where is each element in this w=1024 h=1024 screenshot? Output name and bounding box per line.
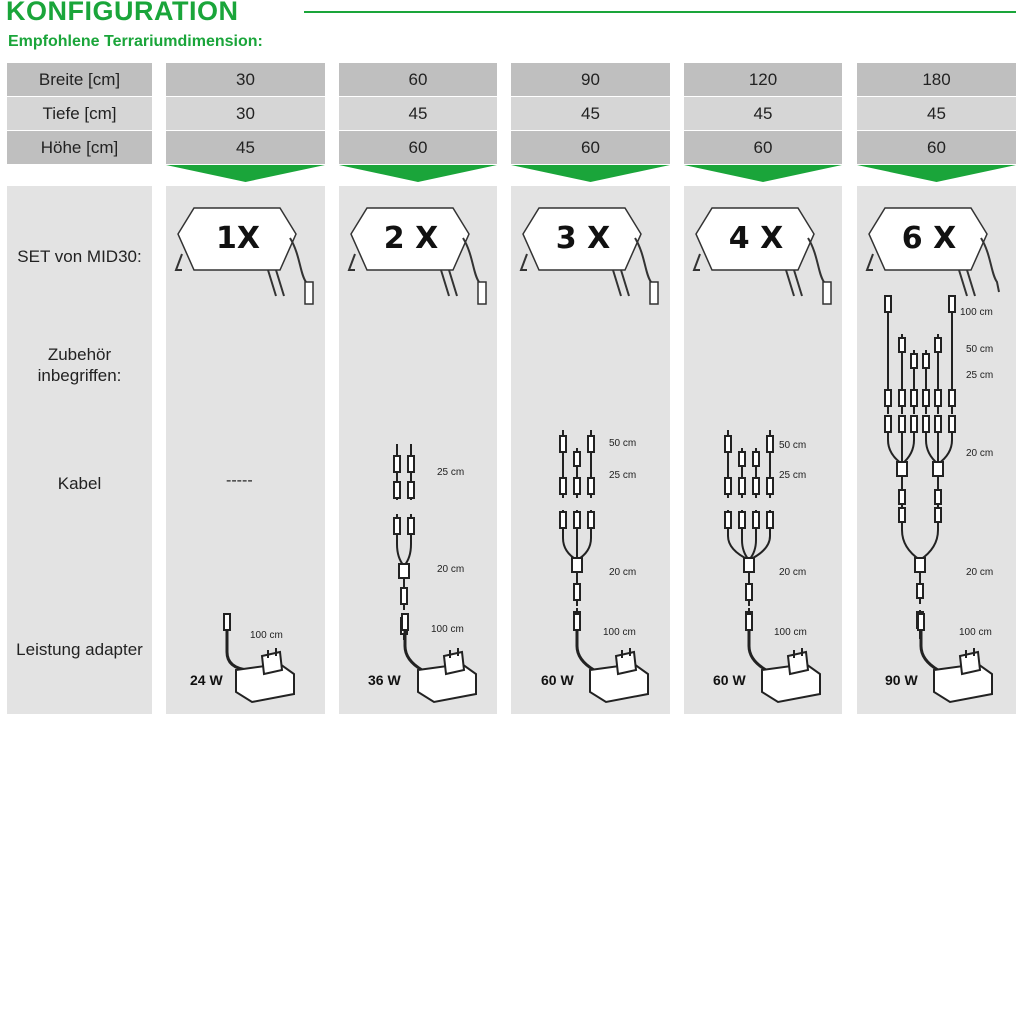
cable-length-label: 50 cm (779, 440, 807, 451)
adapter-power: 60 W (541, 672, 574, 688)
lamp-icon (345, 204, 495, 308)
page-subtitle: Empfohlene Terrariumdimension: (8, 33, 263, 50)
power-adapter-icon (218, 612, 298, 707)
set-count: 4 X (728, 221, 784, 256)
hoehe-value: 60 (511, 131, 670, 164)
cable-length-label: 25 cm (779, 470, 807, 481)
cable-length-label: 20 cm (609, 567, 637, 578)
breite-value: 30 (166, 63, 325, 96)
hoehe-value: 45 (166, 131, 325, 164)
tiefe-value: 45 (857, 97, 1016, 130)
set-count: 2 X (383, 221, 439, 256)
row-label-leistung (7, 639, 152, 660)
label-breite: Breite [cm] (7, 63, 152, 96)
cable-set-icon (720, 428, 780, 638)
cable-length-label: 25 cm (437, 467, 465, 478)
set-count: 6 X (901, 221, 957, 256)
label-hoehe: Höhe [cm] (7, 131, 152, 164)
cable-length-label: 25 cm (966, 370, 994, 381)
hoehe-value: 60 (857, 131, 1016, 164)
adapter-power: 90 W (885, 672, 918, 688)
green-arrow-icon (857, 165, 1016, 183)
lamp-icon (690, 204, 840, 308)
cable-set-icon (880, 294, 960, 639)
green-arrow-icon (339, 165, 497, 183)
green-arrow-icon (684, 165, 842, 183)
cable-set-icon (385, 440, 425, 640)
page-title: KONFIGURATION (6, 0, 239, 26)
tiefe-value: 45 (339, 97, 497, 130)
set-count: 1X (215, 221, 261, 256)
cable-length-label: 50 cm (609, 438, 637, 449)
cable-length-label: 20 cm (779, 567, 807, 578)
adapter-cable-label: 100 cm (431, 624, 464, 635)
cable-length-label: 20 cm (437, 564, 465, 575)
green-arrow-icon (511, 165, 670, 183)
tiefe-value: 45 (511, 97, 670, 130)
adapter-power: 36 W (368, 672, 401, 688)
lamp-icon (517, 204, 667, 308)
adapter-cable-label: 100 cm (603, 627, 636, 638)
cable-length-label: 100 cm (960, 307, 993, 318)
hoehe-value: 60 (684, 131, 842, 164)
adapter-power: 24 W (190, 672, 223, 688)
lamp-icon (172, 204, 322, 308)
cable-length-label: 25 cm (609, 470, 637, 481)
cable-length-label: 50 cm (966, 344, 994, 355)
row-label-zubehoer-text: Zubehör inbegriffen: (37, 345, 122, 385)
cable-set-icon (553, 428, 603, 638)
no-cable-dash: ----- (226, 472, 253, 489)
tiefe-value: 30 (166, 97, 325, 130)
lamp-icon (863, 204, 1013, 308)
green-arrow-icon (166, 165, 325, 183)
breite-value: 180 (857, 63, 1016, 96)
cable-length-label: 20 cm (966, 448, 994, 459)
adapter-cable-label: 100 cm (774, 627, 807, 638)
adapter-cable-label: 100 cm (250, 630, 283, 641)
row-label-set-text: SET von MID30: (17, 247, 142, 266)
hoehe-value: 60 (339, 131, 497, 164)
row-label-leistung-text: Leistung adapter (16, 640, 143, 659)
breite-value: 60 (339, 63, 497, 96)
row-label-set (7, 246, 152, 267)
row-label-zubehoer (7, 344, 152, 386)
label-tiefe: Tiefe [cm] (7, 97, 152, 130)
adapter-power: 60 W (713, 672, 746, 688)
cable-length-label: 20 cm (966, 567, 994, 578)
breite-value: 90 (511, 63, 670, 96)
adapter-cable-label: 100 cm (959, 627, 992, 638)
row-label-kabel: Kabel (57, 474, 102, 493)
set-count: 3 X (555, 221, 611, 256)
tiefe-value: 45 (684, 97, 842, 130)
breite-value: 120 (684, 63, 842, 96)
title-rule (304, 11, 1016, 13)
